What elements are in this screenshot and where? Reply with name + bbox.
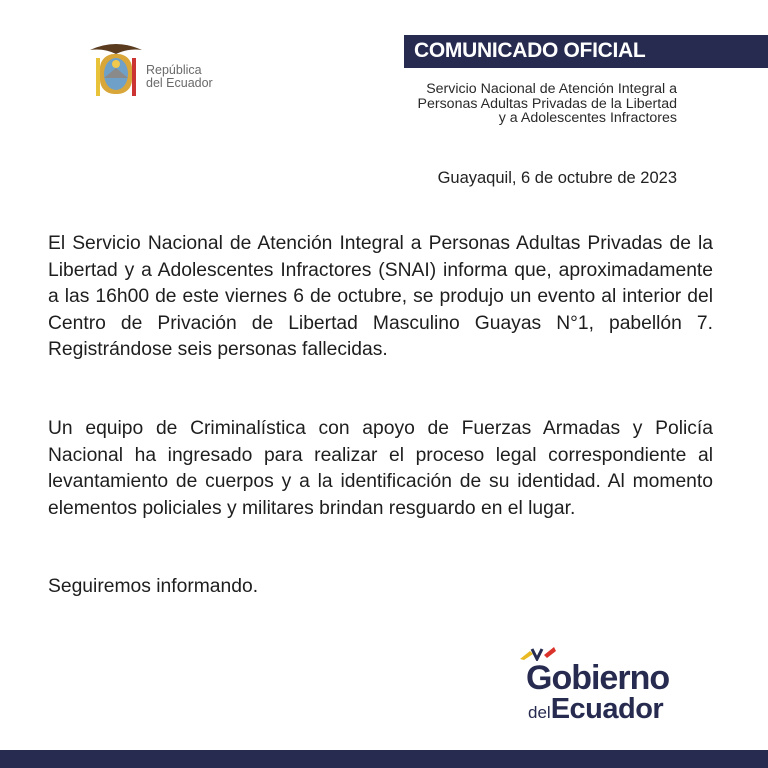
paragraph: Un equipo de Criminalística con apoyo de Fuerzas Armadas y Policía Nacional ha ingresado para realizar el proceso legal correspondiente al levantamiento de cuerpos y a la identificación de su identidad. Al momento elementos policiales y militares brindan resguardo en el lugar. — [48, 418, 713, 519]
banner-title: COMUNICADO OFICIAL — [414, 39, 646, 62]
institution-line: Personas Adultas Privadas de la Libertad — [417, 95, 677, 112]
footer-bar — [0, 750, 768, 768]
paragraph: El Servicio Nacional de Atención Integral a Personas Adultas Privadas de la Libertad y a Adolescentes Infractores (SNAI) informa que, aproximadamente a las 16h00 de este viernes 6 de octubre, se produjo un evento al interior del Centro de Privación de Libertad Masculino Guayas N°1, pabellón 7. Registrándose seis personas fallecidas. — [48, 233, 713, 361]
logo-text-line: República — [146, 63, 202, 77]
institution-line: Servicio Nacional de Atención Integral a — [426, 81, 677, 97]
logo-ecuador: Ecuador — [550, 693, 664, 725]
logo-gobierno: Gobierno — [526, 659, 670, 697]
institution-line: y a Adolescentes Infractores — [498, 110, 677, 126]
official-banner — [404, 35, 768, 68]
logo-text-line: del Ecuador — [146, 76, 213, 90]
republic-logo-text — [146, 64, 213, 90]
coat-of-arms-icon — [88, 40, 144, 102]
closing-line: Seguiremos informando. — [48, 576, 259, 597]
institution-name — [418, 82, 677, 126]
logo-del: del — [528, 703, 551, 722]
date-line: Guayaquil, 6 de octubre de 2023 — [437, 169, 677, 187]
